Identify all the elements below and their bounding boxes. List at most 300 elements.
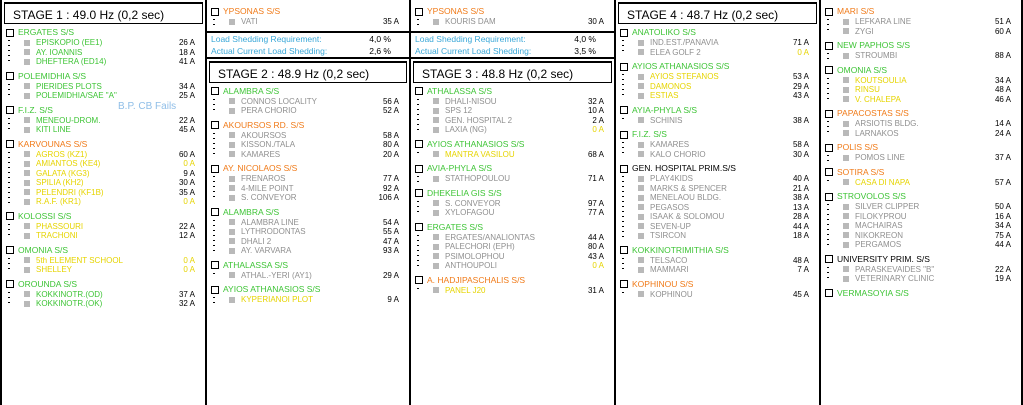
- feeder-row[interactable]: [433, 208, 614, 218]
- feeder-name: ELEA GOLF 2: [650, 47, 701, 57]
- checkbox-icon[interactable]: [6, 246, 14, 254]
- substation: [616, 27, 819, 57]
- feeder-row[interactable]: [24, 169, 205, 179]
- checkbox-icon[interactable]: [6, 72, 14, 80]
- feeder-current: 24 A: [994, 128, 1011, 138]
- feeder-list: [209, 131, 409, 160]
- substation-header[interactable]: [209, 6, 409, 17]
- feeder-row[interactable]: [24, 231, 205, 241]
- feeder-row[interactable]: [24, 159, 205, 169]
- substation-header[interactable]: [823, 142, 1021, 153]
- feeder-square-icon: [843, 232, 849, 238]
- feeder-row[interactable]: [843, 51, 1021, 61]
- feeder-row[interactable]: [433, 125, 614, 135]
- feeder-row[interactable]: [638, 38, 819, 48]
- checkbox-icon[interactable]: [415, 8, 423, 16]
- substation-name: POLEMIDHIA S/S: [18, 70, 87, 81]
- substation-header[interactable]: [4, 211, 205, 222]
- feeder-square-icon: [433, 176, 439, 182]
- feeder-row[interactable]: [843, 119, 1021, 129]
- checkbox-icon[interactable]: [825, 42, 833, 50]
- substation-header[interactable]: [4, 245, 205, 256]
- feeder-square-icon: [843, 266, 849, 272]
- stage-header: STAGE 3 : 48.8 Hz (0,2 sec): [413, 61, 612, 83]
- feeder-square-icon: [229, 272, 235, 278]
- feeder-list: [823, 202, 1021, 250]
- checkbox-icon[interactable]: [825, 193, 833, 201]
- feeder-list: [413, 150, 614, 160]
- substation-header[interactable]: [823, 167, 1021, 178]
- feeder-row[interactable]: [24, 265, 205, 275]
- checkbox-icon[interactable]: [415, 87, 423, 95]
- substation-header[interactable]: [209, 260, 409, 271]
- feeder-row[interactable]: [638, 91, 819, 101]
- feeder-row[interactable]: [433, 252, 614, 262]
- feeder-square-icon: [843, 276, 849, 282]
- substation: [616, 61, 819, 101]
- feeder-square-icon: [229, 195, 235, 201]
- feeder-current: 80 A: [587, 242, 604, 251]
- checkbox-icon[interactable]: [211, 87, 219, 95]
- checkbox-icon[interactable]: [415, 189, 423, 197]
- checkbox-icon[interactable]: [620, 280, 628, 288]
- substation-name: OMONIA S/S: [837, 64, 888, 75]
- substation-header[interactable]: [823, 254, 1021, 265]
- checkbox-icon[interactable]: [620, 165, 628, 173]
- checkbox-icon[interactable]: [825, 110, 833, 118]
- feeder-row[interactable]: [24, 197, 205, 207]
- substation-name: F.I.Z. S/S: [18, 104, 53, 115]
- feeder-current: 38 A: [792, 193, 809, 202]
- feeder-row[interactable]: [24, 116, 205, 126]
- substation: [411, 163, 614, 184]
- feeder-row[interactable]: [638, 48, 819, 58]
- feeder-row[interactable]: [843, 85, 1021, 95]
- feeder-name: PEGASOS: [650, 202, 690, 212]
- feeder-current: 16 A: [994, 211, 1011, 221]
- checkbox-icon[interactable]: [6, 106, 14, 114]
- feeder-row[interactable]: [843, 153, 1021, 163]
- feeder-row[interactable]: [229, 150, 409, 160]
- feeder-name: FRENAROS: [241, 174, 286, 183]
- substation-name: VERMASOYIA S/S: [837, 287, 909, 298]
- feeder-row[interactable]: [638, 203, 819, 213]
- feeder-current: 106 A: [378, 193, 399, 202]
- checkbox-icon[interactable]: [620, 131, 628, 139]
- dotted-connector: [213, 273, 215, 279]
- feeder-name: KYPERIANOI PLOT: [241, 295, 314, 304]
- feeder-row[interactable]: [638, 140, 819, 150]
- substation-header[interactable]: [618, 27, 819, 38]
- feeder-name: TELSACO: [650, 255, 688, 265]
- substation: [411, 275, 614, 296]
- substation-header[interactable]: [4, 139, 205, 150]
- feeder-row[interactable]: [433, 261, 614, 271]
- feeder-row[interactable]: [24, 290, 205, 300]
- checkbox-icon[interactable]: [415, 223, 423, 231]
- feeder-square-icon: [229, 238, 235, 244]
- dotted-connector: [827, 78, 829, 103]
- substation-header[interactable]: [413, 222, 614, 233]
- feeder-row[interactable]: [24, 57, 205, 67]
- substation-header[interactable]: [618, 245, 819, 256]
- checkbox-icon[interactable]: [825, 144, 833, 152]
- feeder-row[interactable]: [433, 233, 614, 243]
- substation: [821, 167, 1021, 188]
- feeder-row[interactable]: [638, 193, 819, 203]
- load-shedding-value: 4,0 %: [369, 33, 391, 44]
- feeder-row[interactable]: [229, 271, 409, 281]
- cb-fail-overlay: B.P. CB Fails: [118, 101, 177, 112]
- feeder-row[interactable]: [433, 97, 614, 107]
- substation-header[interactable]: [209, 120, 409, 131]
- feeder-row[interactable]: [229, 131, 409, 141]
- feeder-row[interactable]: [229, 140, 409, 150]
- feeder-square-icon: [843, 121, 849, 127]
- feeder-current: 71 A: [587, 174, 604, 183]
- feeder-square-icon: [843, 19, 849, 25]
- feeder-list: [209, 174, 409, 203]
- feeder-row[interactable]: [433, 286, 614, 296]
- feeder-row[interactable]: [638, 174, 819, 184]
- feeder-current: 50 A: [994, 202, 1011, 211]
- feeder-list: [618, 72, 819, 101]
- feeder-square-icon: [229, 248, 235, 254]
- feeder-row[interactable]: [229, 174, 409, 184]
- feeder-row[interactable]: [843, 265, 1021, 275]
- feeder-row[interactable]: [229, 246, 409, 256]
- substation-header[interactable]: [823, 6, 1021, 17]
- feeder-row[interactable]: [638, 256, 819, 266]
- substation: [411, 6, 614, 27]
- checkbox-icon[interactable]: [6, 212, 14, 220]
- checkbox-icon[interactable]: [6, 140, 14, 148]
- feeder-current: 18 A: [178, 47, 195, 57]
- feeder-row[interactable]: [229, 97, 409, 107]
- checkbox-icon[interactable]: [211, 165, 219, 173]
- feeder-current: 40 A: [792, 174, 809, 183]
- feeder-square-icon: [433, 151, 439, 157]
- feeder-square-icon: [433, 210, 439, 216]
- feeder-row[interactable]: [843, 231, 1021, 241]
- substation: [207, 284, 409, 305]
- feeder-row[interactable]: [433, 174, 614, 184]
- substation-header[interactable]: [209, 163, 409, 174]
- feeder-name: SHELLEY: [36, 265, 73, 274]
- dotted-connector: [213, 297, 215, 303]
- feeder-name: VETERINARY CLINIC: [855, 274, 935, 283]
- feeder-row[interactable]: [638, 72, 819, 82]
- feeder-square-icon: [638, 233, 644, 239]
- feeder-list: [209, 17, 409, 27]
- feeder-current: 41 A: [178, 57, 195, 66]
- checkbox-icon[interactable]: [6, 29, 14, 37]
- feeder-row[interactable]: [843, 17, 1021, 27]
- feeder-square-icon: [433, 19, 439, 25]
- feeder-current: 77 A: [587, 208, 604, 217]
- checkbox-icon[interactable]: [620, 29, 628, 37]
- feeder-name: MAMMARI: [650, 265, 689, 274]
- substation-header[interactable]: [823, 108, 1021, 119]
- feeder-square-icon: [24, 291, 30, 297]
- feeder-row[interactable]: [229, 193, 409, 203]
- feeder-row[interactable]: [638, 222, 819, 232]
- feeder-square-icon: [433, 117, 439, 123]
- feeder-row[interactable]: [638, 212, 819, 222]
- feeder-row[interactable]: [638, 265, 819, 275]
- substation-name: YPSONAS S/S: [223, 6, 281, 16]
- feeder-row[interactable]: [433, 199, 614, 209]
- feeder-current: 44 A: [792, 221, 809, 231]
- feeder-row[interactable]: [24, 48, 205, 58]
- checkbox-icon[interactable]: [620, 246, 628, 254]
- feeder-row[interactable]: [24, 38, 205, 48]
- checkbox-icon[interactable]: [211, 121, 219, 129]
- checkbox-icon[interactable]: [620, 106, 628, 114]
- feeder-square-icon: [229, 19, 235, 25]
- feeder-row[interactable]: [433, 242, 614, 252]
- feeder-row[interactable]: [638, 82, 819, 92]
- feeder-row[interactable]: [24, 256, 205, 266]
- feeder-square-icon: [638, 83, 644, 89]
- feeder-row[interactable]: [638, 290, 819, 300]
- feeder-square-icon: [24, 189, 30, 195]
- feeder-current: 28 A: [792, 212, 809, 221]
- feeder-list: [618, 38, 819, 57]
- feeder-list: [4, 82, 205, 101]
- feeder-current: 57 A: [994, 177, 1011, 187]
- feeder-list: [209, 97, 409, 116]
- checkbox-icon[interactable]: [825, 168, 833, 176]
- feeder-name: MANTRA VASILOU: [445, 149, 515, 159]
- substation-header[interactable]: [618, 279, 819, 290]
- feeder-row[interactable]: [433, 17, 614, 27]
- feeder-row[interactable]: [24, 222, 205, 232]
- feeder-current: 43 A: [587, 251, 604, 261]
- substation-name: KOPHINOU S/S: [632, 278, 694, 289]
- feeder-list: [413, 233, 614, 271]
- substation-header[interactable]: [413, 139, 614, 150]
- feeder-row[interactable]: [229, 218, 409, 228]
- checkbox-icon[interactable]: [825, 289, 833, 297]
- feeder-current: 30 A: [587, 17, 604, 26]
- feeder-row[interactable]: [24, 188, 205, 198]
- feeder-square-icon: [638, 74, 644, 80]
- feeder-current: 35 A: [178, 187, 195, 197]
- feeder-list: [618, 256, 819, 275]
- substation-header[interactable]: [4, 105, 205, 116]
- checkbox-icon[interactable]: [415, 165, 423, 173]
- feeder-name: POLEMIDHIA/SAE "A": [36, 91, 117, 100]
- feeder-row[interactable]: [24, 82, 205, 92]
- substation-header[interactable]: [618, 163, 819, 174]
- feeder-square-icon: [638, 117, 644, 123]
- feeder-row[interactable]: [843, 129, 1021, 139]
- substation: [411, 222, 614, 271]
- feeder-row[interactable]: [229, 184, 409, 194]
- substation-header[interactable]: [618, 61, 819, 72]
- substation-name: YPSONAS S/S: [427, 6, 485, 16]
- dotted-connector: [8, 224, 10, 239]
- feeder-row[interactable]: [229, 106, 409, 116]
- feeder-square-icon: [843, 96, 849, 102]
- feeder-row[interactable]: [229, 237, 409, 247]
- feeder-square-icon: [843, 28, 849, 34]
- feeder-row[interactable]: [843, 95, 1021, 105]
- substation-header[interactable]: [209, 284, 409, 295]
- feeder-list: [4, 290, 205, 309]
- feeder-square-icon: [229, 132, 235, 138]
- feeder-row[interactable]: [229, 295, 409, 305]
- substation-name: ERGATES S/S: [427, 221, 484, 232]
- dotted-connector: [622, 176, 624, 239]
- checkbox-icon[interactable]: [825, 66, 833, 74]
- feeder-current: 58 A: [792, 140, 809, 149]
- checkbox-icon[interactable]: [415, 140, 423, 148]
- feeder-list: [209, 295, 409, 305]
- feeder-current: 30 A: [792, 149, 809, 159]
- feeder-list: [209, 271, 409, 281]
- checkbox-icon[interactable]: [620, 63, 628, 71]
- feeder-list: [823, 119, 1021, 138]
- feeder-current: 22 A: [994, 264, 1011, 274]
- substation-header[interactable]: [823, 40, 1021, 51]
- feeder-square-icon: [24, 40, 30, 46]
- checkbox-icon[interactable]: [211, 286, 219, 294]
- feeder-square-icon: [229, 229, 235, 235]
- feeder-row[interactable]: [843, 27, 1021, 37]
- feeder-square-icon: [24, 83, 30, 89]
- substation: [821, 108, 1021, 138]
- substation-header[interactable]: [209, 86, 409, 97]
- feeder-name: V. CHALEPA: [855, 94, 901, 104]
- feeder-square-icon: [433, 244, 439, 250]
- substation-header[interactable]: [823, 288, 1021, 299]
- feeder-name: ATHAL.-YERI (AY1): [241, 270, 312, 280]
- feeder-name: SEVEN-UP: [650, 221, 691, 231]
- feeder-name: PLAY4KIDS: [650, 174, 693, 183]
- substation-header[interactable]: [4, 27, 205, 38]
- substation-name: KOLOSSI S/S: [18, 210, 72, 221]
- feeder-row[interactable]: [24, 91, 205, 101]
- feeder-square-icon: [843, 242, 849, 248]
- checkbox-icon[interactable]: [415, 276, 423, 284]
- feeder-row[interactable]: [843, 76, 1021, 86]
- feeder-row[interactable]: [843, 221, 1021, 231]
- feeder-row[interactable]: [24, 299, 205, 309]
- substation-header[interactable]: [413, 86, 614, 97]
- dotted-connector: [827, 155, 829, 161]
- checkbox-icon[interactable]: [211, 208, 219, 216]
- dotted-connector: [8, 292, 10, 307]
- feeder-row[interactable]: [843, 240, 1021, 250]
- dotted-connector: [8, 40, 10, 65]
- feeder-current: 88 A: [994, 51, 1011, 60]
- feeder-name: ARSIOTIS BLDG.: [855, 119, 919, 128]
- feeder-current: 54 A: [382, 217, 399, 227]
- substation-name: ALAMBRA S/S: [223, 85, 280, 96]
- feeder-name: S. CONVEYOR: [445, 198, 501, 208]
- substation-header[interactable]: [209, 207, 409, 218]
- feeder-square-icon: [843, 130, 849, 136]
- substation: [2, 245, 205, 275]
- load-shedding-label: Actual Current Load Shedding:: [211, 45, 328, 56]
- feeder-current: 13 A: [792, 202, 809, 212]
- substation-header[interactable]: [413, 188, 614, 199]
- feeder-row[interactable]: [229, 227, 409, 237]
- feeder-current: 60 A: [178, 149, 195, 159]
- substation-header[interactable]: [4, 71, 205, 82]
- substation-header[interactable]: [823, 191, 1021, 202]
- substation-header[interactable]: [413, 163, 614, 174]
- substation-header[interactable]: [618, 105, 819, 116]
- substation-header[interactable]: [4, 279, 205, 290]
- feeder-square-icon: [638, 214, 644, 220]
- feeder-row[interactable]: [638, 116, 819, 126]
- feeder-name: SCHINIS: [650, 115, 683, 125]
- feeder-square-icon: [24, 223, 30, 229]
- feeder-square-icon: [24, 49, 30, 55]
- feeder-current: 45 A: [178, 125, 195, 134]
- substation-name: GEN. HOSPITAL PRIM.S/S: [632, 163, 736, 173]
- substation-header[interactable]: [823, 65, 1021, 76]
- feeder-square-icon: [24, 117, 30, 123]
- feeder-current: 20 A: [382, 149, 399, 159]
- substation-header[interactable]: [618, 129, 819, 140]
- checkbox-icon[interactable]: [825, 8, 833, 16]
- feeder-row[interactable]: [229, 17, 409, 27]
- checkbox-icon[interactable]: [6, 280, 14, 288]
- feeder-name: DHALI 2: [241, 236, 272, 246]
- dotted-connector: [827, 53, 829, 59]
- checkbox-icon[interactable]: [211, 8, 219, 16]
- substation-name: NEW PAPHOS S/S: [837, 40, 911, 50]
- dotted-connector: [8, 84, 10, 99]
- feeder-row[interactable]: [638, 150, 819, 160]
- feeder-row[interactable]: [24, 125, 205, 135]
- load-shedding-panel: [411, 31, 614, 59]
- substation: [411, 86, 614, 135]
- checkbox-icon[interactable]: [825, 255, 833, 263]
- feeder-row[interactable]: [843, 274, 1021, 284]
- feeder-row[interactable]: [843, 178, 1021, 188]
- feeder-row[interactable]: [433, 150, 614, 160]
- feeder-row[interactable]: [24, 150, 205, 160]
- feeder-row[interactable]: [843, 202, 1021, 212]
- feeder-current: 32 A: [587, 96, 604, 106]
- feeder-square-icon: [843, 204, 849, 210]
- feeder-name: KOURIS DAM: [445, 17, 496, 26]
- feeder-square-icon: [843, 155, 849, 161]
- substation-header[interactable]: [413, 275, 614, 286]
- feeder-row[interactable]: [843, 212, 1021, 222]
- feeder-name: MENEOU-DROM.: [36, 115, 101, 125]
- feeder-current: 38 A: [792, 115, 809, 125]
- feeder-row[interactable]: [638, 231, 819, 241]
- feeder-square-icon: [433, 253, 439, 259]
- feeder-square-icon: [24, 233, 30, 239]
- feeder-row[interactable]: [433, 116, 614, 126]
- feeder-name: 4-MILE POINT: [241, 183, 294, 193]
- substation-header[interactable]: [413, 6, 614, 17]
- feeder-square-icon: [638, 267, 644, 273]
- feeder-row[interactable]: [638, 184, 819, 194]
- checkbox-icon[interactable]: [211, 261, 219, 269]
- dotted-connector: [417, 152, 419, 158]
- feeder-square-icon: [843, 77, 849, 83]
- feeder-row[interactable]: [433, 106, 614, 116]
- feeder-row[interactable]: [24, 178, 205, 188]
